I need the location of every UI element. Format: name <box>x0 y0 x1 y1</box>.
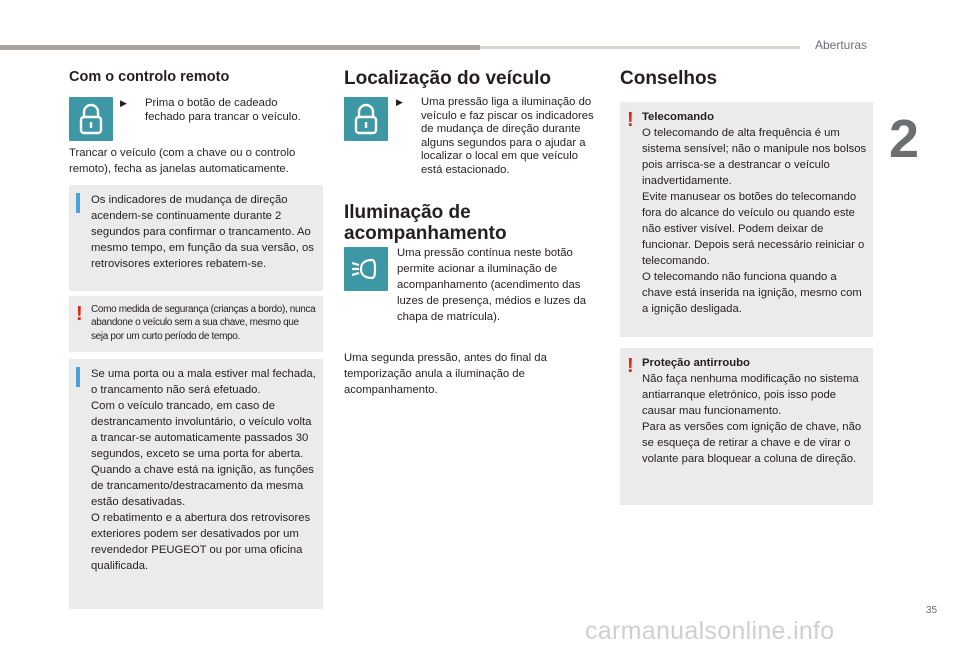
headlamp-icon <box>350 256 382 282</box>
arrow-right-icon: ▶ <box>396 97 403 107</box>
lock-button-tile <box>344 97 388 141</box>
heading-guide-me-home: Iluminação de acompanhamento <box>344 202 507 244</box>
bullet-lock: ▶ Prima o botão de cadeado fechado para trancar o veículo. <box>120 97 301 123</box>
para-windows: Trancar o veículo (com a chave ou o controlo remoto), fecha as janelas automaticamente. <box>69 147 296 175</box>
header-bar-light <box>480 46 800 49</box>
padlock-closed-icon <box>351 102 381 136</box>
warning-box-antitheft: ! Proteção antirroubo Não faça nenhuma modificação no sistema antiarranque eletrónico, pois isso pode causar mau funcionamento. Para as versões com ignição de chave, não se esqueça de retirar a chave e de virar o volante para bloquear a coluna de direção. <box>620 348 873 505</box>
heading-advice: Conselhos <box>620 68 718 89</box>
heading-remote-control: Com o controlo remoto <box>69 69 230 85</box>
info-box-locking: Se uma porta ou a mala estiver mal fechada, o trancamento não será efetuado. Com o veículo trancado, em caso de destrancamento involuntário, o veículo volta a trancar-se automaticamente passados 30 segundos, exceto se uma porta for aberta. Quando a chave está na ignição, as funções de trancamento/destracamento da mesma estão desativadas. O rebatimento e a abertura dos retrovisores exteriores podem ser desativados por um revendedor PEUGEOT ou por uma oficina qualificada. <box>69 359 323 609</box>
warning-icon: ! <box>627 109 634 131</box>
lock-button-tile <box>69 97 113 141</box>
section-name: Aberturas <box>815 38 868 52</box>
warning-box-children: ! Como medida de segurança (crianças a bordo), nunca abandone o veículo sem a sua chave, mesmo que seja por um curto período de tempo. <box>69 296 323 352</box>
padlock-closed-icon <box>76 102 106 136</box>
info-icon <box>76 193 80 213</box>
watermark: carmanualsonline.info <box>585 617 835 645</box>
arrow-right-icon: ▶ <box>120 98 127 108</box>
heading-vehicle-location: Localização do veículo <box>344 68 551 89</box>
info-box-indicators: Os indicadores de mudança de direção acendem-se continuamente durante 2 segundos para confirmar o trancamento. Ao mesmo tempo, em função da sua versão, os retrovisores exteriores rebatem-se. <box>69 185 323 291</box>
warning-icon: ! <box>627 355 634 377</box>
info-icon <box>76 367 80 387</box>
warning-icon: ! <box>76 303 83 325</box>
para-cancel: Uma segunda pressão, antes do final da temporização anula a iluminação de acompanhamento. <box>344 352 547 396</box>
chapter-number: 2 <box>889 109 920 169</box>
header-bar-dark <box>0 45 480 50</box>
page-number: 35 <box>926 605 938 616</box>
para-guide-me-home: Uma pressão contínua neste botão permite acionar a iluminação de acompanhamento (acendimento das luzes de presença, médios e luzes da chapa de matrícula). <box>397 247 587 323</box>
warning-box-remote: ! Telecomando O telecomando de alta frequência é um sistema sensível; não o manipule nos bolsos pois arrisca-se a destrancar o veículo inadvertidamente. Evite manusear os botões do telecomando fora do alcance do veículo ou quando este não estiver visível. Podem deixar de funcionar. Depois será necessário reiniciar o telecomando. O telecomando não funciona quando a chave está inserida na ignição, mesmo com a ignição desligada. <box>620 102 873 337</box>
lights-button-tile <box>344 247 388 291</box>
bullet-location: ▶ Uma pressão liga a iluminação do veículo e faz piscar os indicadores de mudança de direção durante alguns segundos para o ajudar a localizar o local em que veículo está estacionado. <box>396 96 594 176</box>
